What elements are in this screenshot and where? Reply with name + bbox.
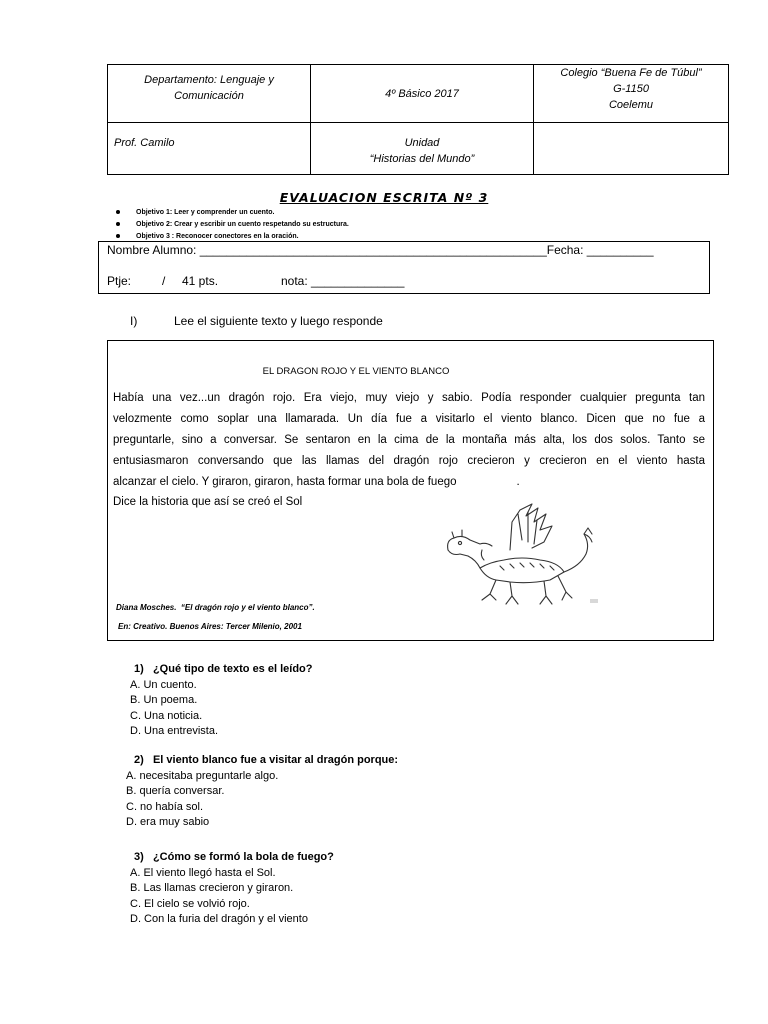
unit-label: Unidad (404, 137, 440, 149)
question-2-prompt: 2) El viento blanco fue a visitar al dragón porque: (134, 754, 399, 766)
question-2-option-c[interactable]: C. no había sol. (126, 800, 204, 813)
story-citation: Diana Mosches. “El dragón rojo y el viento blanco”. (116, 603, 315, 612)
question-3-option-c[interactable]: C. El cielo se volvió rojo. (130, 897, 250, 910)
story-line-3: preguntarle, sino a conversar. Se sentaron en la cima de la montaña más alta, los dos solos. Tanto se (113, 434, 705, 446)
question-1-option-d[interactable]: D. Una entrevista. (130, 725, 219, 737)
question-2-option-d[interactable]: D. era muy sabio (126, 816, 210, 828)
story-line-2: velozmente como soplar una llamarada. Un día fue a visitarlo el viento blanco. Dicen que no fue a (113, 413, 705, 425)
section-instruction: Lee el siguiente texto y luego responde (174, 314, 383, 328)
section-numeral: I) (130, 314, 138, 328)
question-3 (130, 850, 334, 928)
objective-2: Objetivo 2: Crear y escribir un cuento respetando su estructura. (116, 219, 349, 231)
story-line-5: alcanzar el cielo. Y giraron, giraron, hasta formar una bola de fuego . (113, 476, 520, 488)
question-1-option-c[interactable]: C. Una noticia. (130, 709, 203, 722)
objective-1: Objetivo 1: Leer y comprender un cuento. (116, 207, 274, 219)
story-line-4: entusiasmaron conversando que las llamas del dragón rojo crecieron y crecieron en el viento hasta (113, 455, 705, 467)
teacher-label: Prof. Camilo (114, 137, 175, 149)
header-table (107, 64, 729, 175)
teacher-cell (108, 123, 311, 175)
score-total: 41 pts. (182, 274, 219, 288)
student-info-box (98, 241, 710, 294)
question-1 (130, 662, 313, 740)
unit-name: “Historias del Mundo” (369, 153, 475, 165)
question-3-prompt: 3) ¿Cómo se formó la bola de fuego? (134, 851, 334, 863)
score-slash: / (162, 274, 166, 288)
dragon-illustration (440, 500, 610, 610)
story-source: En: Creativo. Buenos Aires: Tercer Milenio, 2001 (118, 622, 302, 631)
question-1-option-a[interactable]: A. Un cuento. (130, 678, 197, 691)
question-1-option-b[interactable]: B. Un poema. (130, 694, 198, 706)
question-1-prompt: 1) ¿Qué tipo de texto es el leído? (134, 663, 313, 675)
grade-field[interactable]: nota: ______________ (281, 274, 405, 288)
grade-label: 4º Básico 2017 (385, 87, 459, 100)
student-name-field[interactable]: Nombre Alumno: ____________________________________________________Fecha: __________ (107, 243, 654, 257)
school-code: G-1150 (613, 83, 649, 95)
department-cell (108, 65, 311, 123)
grade-cell (311, 65, 534, 123)
question-2 (126, 753, 399, 831)
story-closing: Dice la historia que así se creó el Sol (113, 496, 303, 508)
empty-cell (534, 123, 729, 175)
story-line-1: Había una vez...un dragón rojo. Era viejo, muy viejo y sabio. Podía responder cualquier pregunta tan (113, 392, 705, 404)
school-city: Coelemu (608, 99, 654, 111)
exam-title: EVALUACION ESCRITA Nº 3 (279, 190, 489, 205)
question-2-option-b[interactable]: B. quería conversar. (126, 785, 225, 797)
question-2-option-a[interactable]: A. necesitaba preguntarle algo. (126, 769, 279, 782)
objective-3: Objetivo 3 : Reconocer conectores en la oración. (116, 231, 299, 243)
school-cell (534, 65, 729, 123)
department-label: Departamento: Lenguaje y Comunicación (144, 74, 274, 102)
question-3-option-d[interactable]: D. Con la furia del dragón y el viento (130, 913, 308, 925)
score-label: Ptje: (107, 274, 132, 288)
question-3-option-b[interactable]: B. Las llamas crecieron y giraron. (130, 882, 294, 894)
unit-cell (311, 123, 534, 175)
story-title: EL DRAGON ROJO Y EL VIENTO BLANCO (262, 366, 450, 377)
school-name: Colegio “Buena Fe de Túbul” (560, 67, 702, 79)
question-3-option-a[interactable]: A. El viento llegó hasta el Sol. (130, 866, 276, 879)
